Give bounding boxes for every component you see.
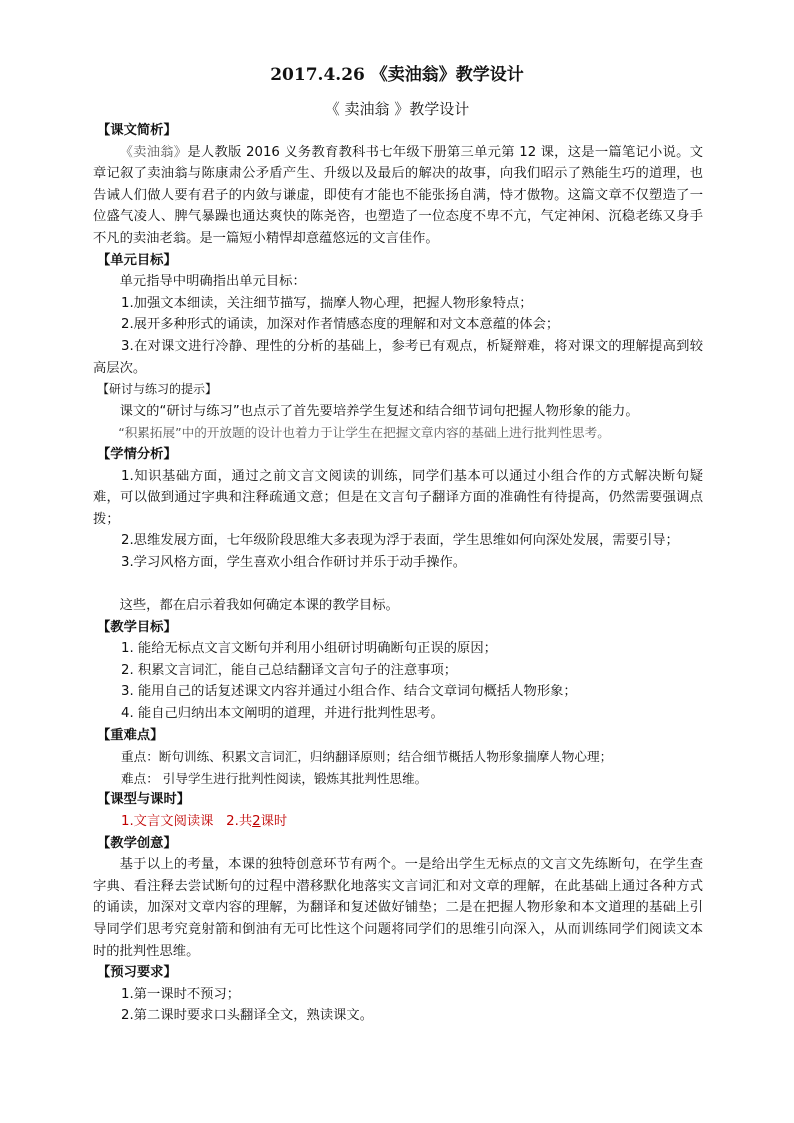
- preview-item: 2.第二课时要求口头翻译全文，熟读课文。: [121, 1008, 374, 1024]
- section-heading-creativity: 【教学创意】: [97, 835, 177, 851]
- section-heading-teaching-goals: 【教学目标】: [97, 619, 177, 635]
- document-title: 2017.4.26 《卖油翁》教学设计: [270, 65, 524, 85]
- analysis-book-title: 《卖油翁》: [119, 144, 188, 160]
- student-analysis-item: 1.知识基础方面，通过之前文言文阅读的训练，同学们基本可以通过小组合作的方式解决断句疑难，可以做到通过字典和注释疏通文意；但是在文言句子翻译方面的准确性有待提高，仍然需要强调点拨；: [93, 468, 703, 527]
- lesson-type-line: [93, 811, 703, 833]
- document-subtitle: 《 卖油翁 》教学设计: [324, 100, 470, 118]
- unit-goals-intro: 单元指导中明确指出单元目标：: [119, 274, 306, 290]
- teaching-goal-item: 1. 能给无标点文言文断句并利用小组研讨明确断句正误的原因；: [121, 641, 497, 657]
- spacer: [93, 573, 703, 595]
- student-analysis-item: 2.思维发展方面，七年级阶段思维大多表现为浮于表面，学生思维如何向深处发展，需要引导；: [121, 533, 679, 549]
- unit-goal-item: 2.展开多种形式的诵读，加深对作者情感态度的理解和对文本意蕴的体会；: [121, 317, 560, 333]
- teaching-goal-item: 3. 能用自己的话复述课文内容并通过小组合作、结合文章词句概括人物形象；: [121, 684, 577, 700]
- exercise-tips-paragraph: 课文的“研讨与练习”也点示了首先要培养学生复述和结合细节词句把握人物形象的能力。: [119, 403, 639, 419]
- lesson-hours-number: 2: [252, 814, 261, 829]
- student-analysis-item: 3.学习风格方面，学生喜欢小组合作研讨并乐于动手操作。: [121, 554, 467, 570]
- lesson-type-text: 1.文言文阅读课: [121, 814, 214, 829]
- section-heading-preview: 【预习要求】: [97, 965, 177, 981]
- section-heading-unit-goals: 【单元目标】: [97, 252, 177, 268]
- teaching-goal-item: 4. 能自己归纳出本文阐明的道理，并进行批判性思考。: [121, 706, 444, 722]
- lesson-hours-prefix: 2.共: [226, 814, 253, 829]
- key-point-text: 重点：断句训练、积累文言词汇，归纳翻译原则；结合细节概括人物形象揣摩人物心理；: [121, 749, 613, 765]
- exercise-tips-paragraph: “积累拓展”中的开放题的设计也着力于让学生在把握文章内容的基础上进行批判性思考。: [118, 425, 610, 441]
- unit-goal-item: 1.加强文本细读，关注细节描写，揣摩人物心理，把握人物形象特点；: [121, 295, 533, 311]
- preview-item: 1.第一课时不预习；: [121, 986, 241, 1002]
- document-body: [93, 120, 703, 1027]
- student-analysis-closing: 这些，都在启示着我如何确定本课的教学目标。: [119, 598, 399, 614]
- analysis-text: 是人教版 2016 义务教育教科书七年级下册第三单元第 12 课，这是一篇笔记小说。文章记叙了卖油翁与陈康肃公矛盾产生、升级以及最后的解决的故事，向我们昭示了熟能生巧的道理，也告诫人们做人要有君子的内敛与谦虚，即使有才能也不能张扬自满，恃才傲物。这篇文章不仅塑造了一位盛气凌人、脾气暴躁也通达爽快的陈尧咨，也塑造了一位态度不卑不亢，气定神闲、沉稳老练又身手不凡的卖油老翁。是一篇短小精悍却意蕴悠远的文言佳作。: [93, 144, 703, 246]
- section-heading-lesson-type: 【课型与课时】: [97, 792, 191, 808]
- section-heading-key-points: 【重难点】: [97, 727, 164, 743]
- creativity-paragraph: 基于以上的考量，本课的独特创意环节有两个。一是给出学生无标点的文言文先练断句，在学生查字典、看注释去尝试断句的过程中潜移默化地落实文言词汇和对文章的理解，在此基础上通过各种方式的诵读，加深对文章内容的理解，为翻译和复述做好铺垫；二是在把握人物形象和本文道理的基础上引导同学们思考究竟射箭和倒油有无可比性这个问题将同学们的思维引向深入，从而训练同学们阅读文本时的批判性思维。: [93, 857, 703, 959]
- lesson-hours-suffix: 课时: [260, 814, 288, 829]
- difficult-point-text: 难点： 引导学生进行批判性阅读，锻炼其批判性思维。: [121, 770, 428, 786]
- section-heading-analysis: 【课文简析】: [97, 123, 177, 138]
- unit-goal-item: 3.在对课文进行冷静、理性的分析的基础上，参考已有观点，析疑辩难，将对课文的理解提高到较高层次。: [93, 338, 703, 376]
- analysis-paragraph: [93, 142, 703, 250]
- section-heading-exercise-tips: 【研讨与练习的提示】: [97, 382, 218, 397]
- teaching-goal-item: 2. 积累文言词汇，能自己总结翻译文言句子的注意事项；: [121, 662, 458, 678]
- section-heading-student-analysis: 【学情分析】: [97, 446, 177, 462]
